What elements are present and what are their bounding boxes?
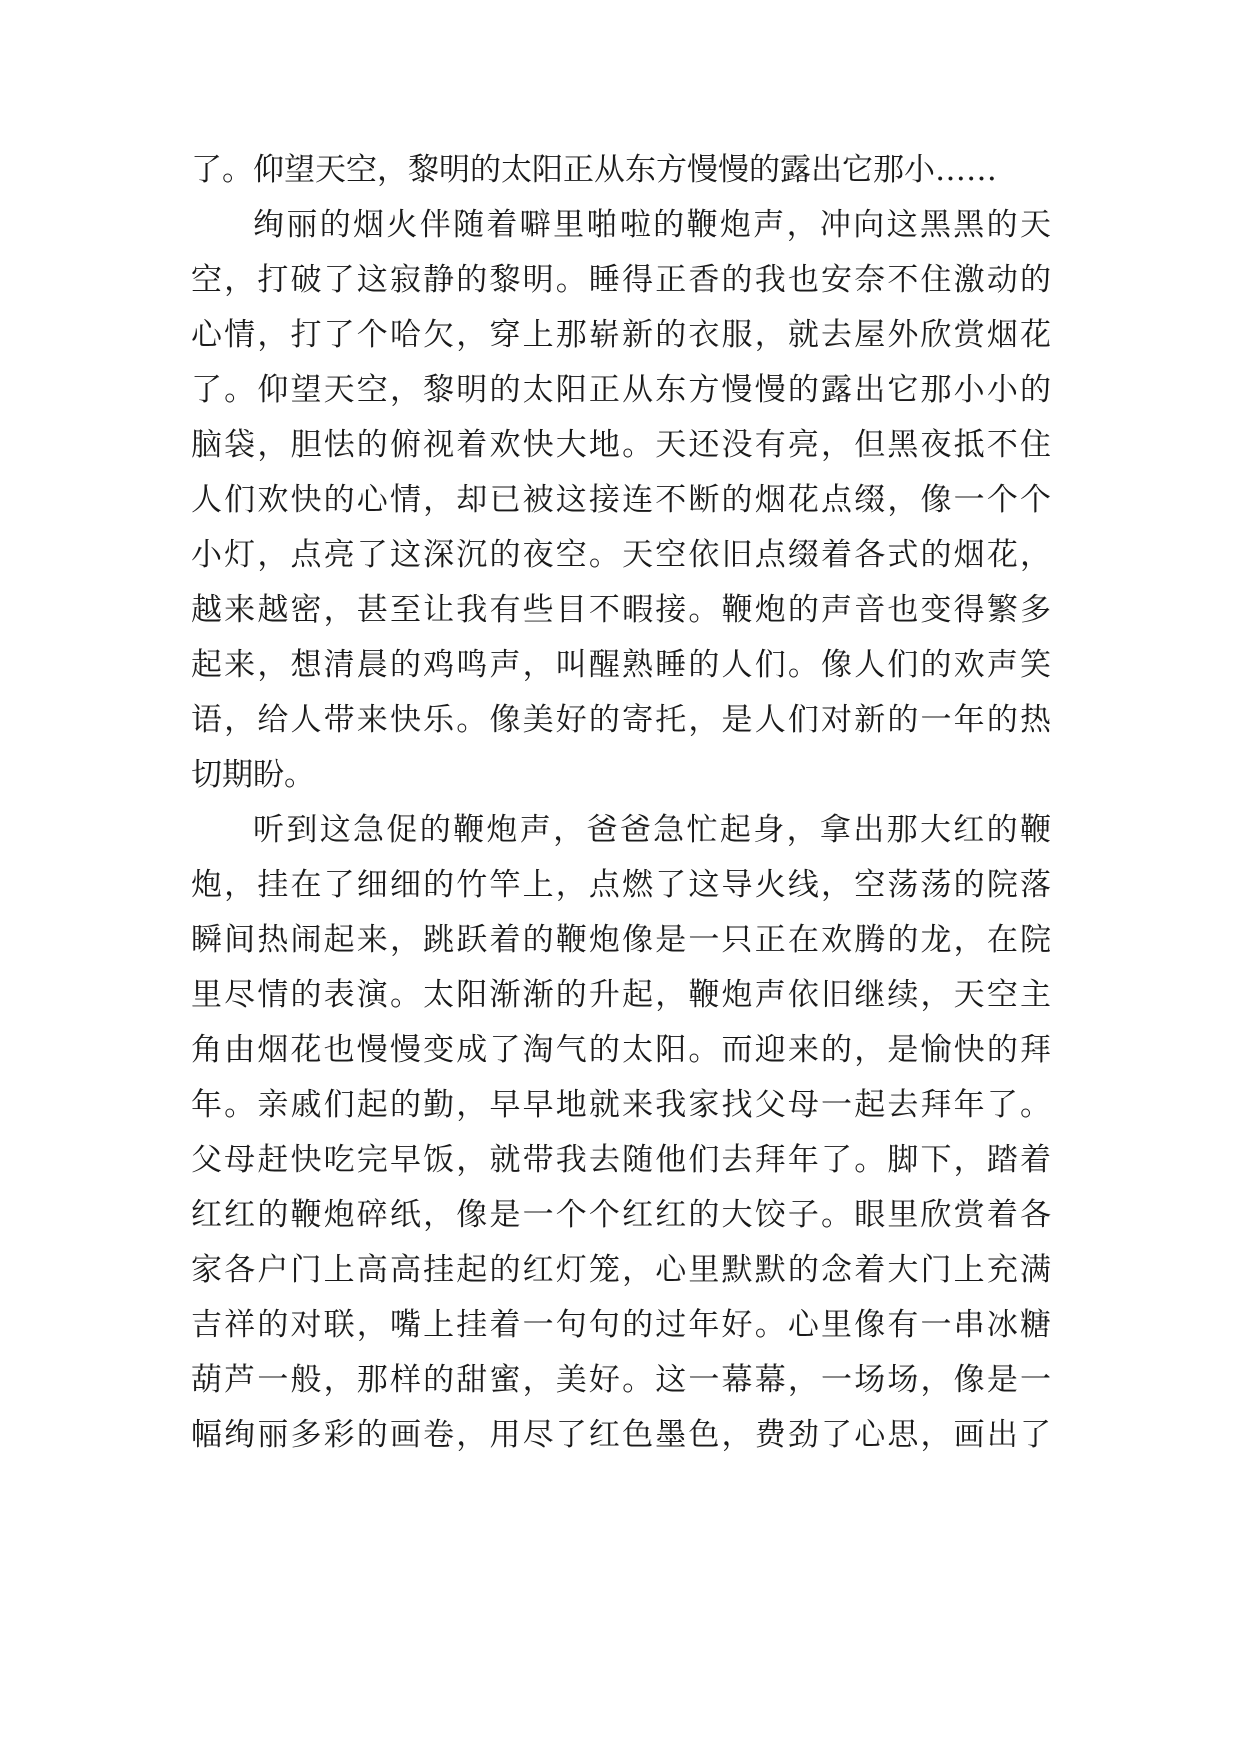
text-line: 家各户门上高高挂起的红灯笼，心里默默的念着大门上充满	[191, 1252, 1051, 1288]
text-line: 语，给人带来快乐。像美好的寄托，是人们对新的一年的热	[191, 702, 1051, 738]
text-line: 脑袋，胆怯的俯视着欢快大地。天还没有亮，但黑夜抵不住	[191, 427, 1051, 463]
text-line: 葫芦一般，那样的甜蜜，美好。这一幕幕，一场场，像是一	[191, 1362, 1051, 1398]
text-line: 越来越密，甚至让我有些目不暇接。鞭炮的声音也变得繁多	[191, 592, 1051, 628]
text-line: 起来，想清晨的鸡鸣声，叫醒熟睡的人们。像人们的欢声笑	[191, 647, 1051, 683]
text-line: 了。仰望天空，黎明的太阳正从东方慢慢的露出它那小小的	[191, 372, 1051, 408]
text-line: 人们欢快的心情，却已被这接连不断的烟花点缀，像一个个	[191, 482, 1051, 518]
paragraph-last-line: 切期盼。	[191, 757, 315, 793]
text-line: 心情，打了个哈欠，穿上那崭新的衣服，就去屋外欣赏烟花	[191, 317, 1051, 353]
text-line: 角由烟花也慢慢变成了淘气的太阳。而迎来的，是愉快的拜	[191, 1032, 1051, 1068]
text-line: 父母赶快吃完早饭，就带我去随他们去拜年了。脚下，踏着	[191, 1142, 1051, 1178]
text-line: 年。亲戚们起的勤，早早地就来我家找父母一起去拜年了。	[191, 1087, 1051, 1123]
text-line: 炮，挂在了细细的竹竿上，点燃了这导火线，空荡荡的院落	[191, 867, 1051, 903]
paragraph-first-line: 绚丽的烟火伴随着噼里啪啦的鞭炮声，冲向这黑黑的天	[253, 207, 1051, 243]
paragraph-first-line: 听到这急促的鞭炮声，爸爸急忙起身，拿出那大红的鞭	[253, 812, 1051, 848]
text-line: 幅绚丽多彩的画卷，用尽了红色墨色，费劲了心思，画出了	[191, 1417, 1051, 1453]
text-line: 空，打破了这寂静的黎明。睡得正香的我也安奈不住激动的	[191, 262, 1051, 298]
text-line: 瞬间热闹起来，跳跃着的鞭炮像是一只正在欢腾的龙，在院	[191, 922, 1051, 958]
text-line: 红红的鞭炮碎纸，像是一个个红红的大饺子。眼里欣赏着各	[191, 1197, 1051, 1233]
text-line: 吉祥的对联，嘴上挂着一句句的过年好。心里像有一串冰糖	[191, 1307, 1051, 1343]
text-line: 小灯，点亮了这深沉的夜空。天空依旧点缀着各式的烟花，	[191, 537, 1051, 573]
text-line: 里尽情的表演。太阳渐渐的升起，鞭炮声依旧继续，天空主	[191, 977, 1051, 1013]
text-line: 了。仰望天空，黎明的太阳正从东方慢慢的露出它那小……	[191, 152, 997, 188]
